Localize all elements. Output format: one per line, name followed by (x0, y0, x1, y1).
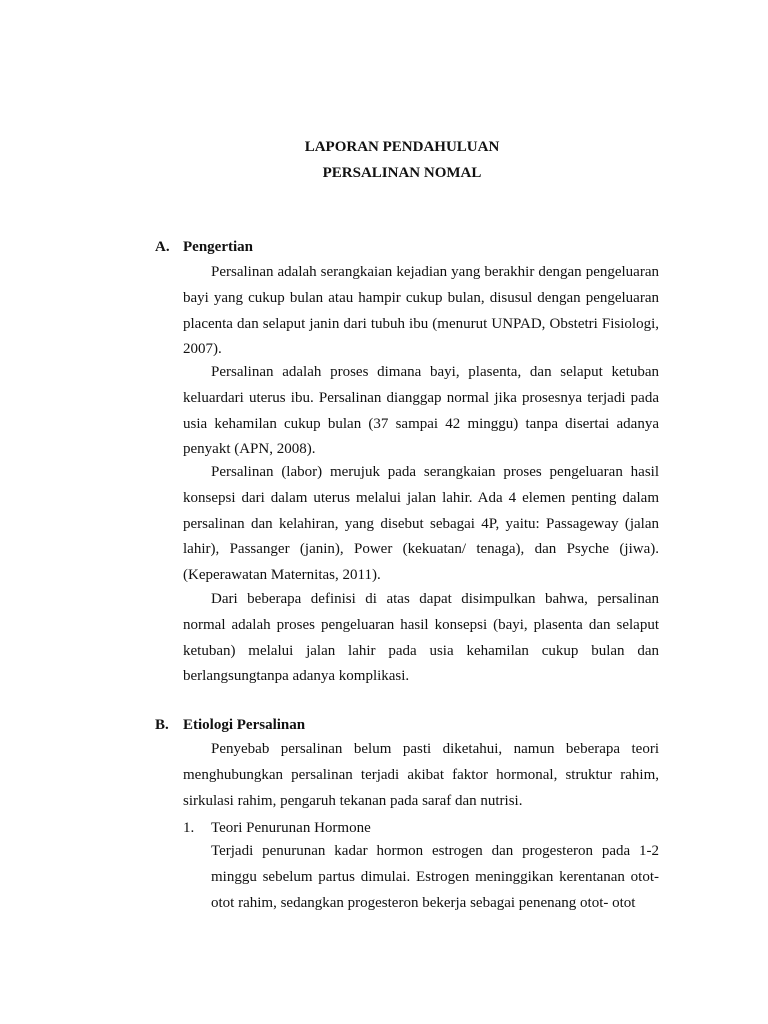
section-title: Pengertian (183, 239, 253, 255)
section-b-heading (155, 716, 305, 734)
paragraph: Persalinan adalah serangkaian kejadian yang berakhir dengan pengeluaran bayi yang cukup bulan atau hampir cukup bulan, disusul dengan pengeluaran placenta dan selaput janin dari tubuh ibu (menurut UNPAD, Obstetri Fisiologi, 2007). (183, 264, 659, 358)
list-number: 1. (183, 820, 195, 836)
paragraph: Persalinan (labor) merujuk pada serangkaian proses pengeluaran hasil konsepsi dari dalam uterus melalui jalan lahir. Ada 4 elemen penting dalam persalinan dan kelahiran, yang disebut sebagai 4P, yaitu: Passageway (jalan lahir), Passanger (janin), Power (kekuatan/ tenaga), dan Psyche (jiwa). (Keperawatan Maternitas, 2011). (183, 464, 659, 584)
paragraph: Dari beberapa definisi di atas dapat disimpulkan bahwa, persalinan normal adalah proses pengeluaran hasil konsepsi (bayi, plasenta dan selaput ketuban) melalui jalan lahir pada usia kehamilan cukup bulan dan berlangsungtanpa adanya komplikasi. (183, 591, 659, 685)
section-a-heading (155, 238, 253, 256)
section-letter: A. (155, 239, 170, 255)
list-item-title: Teori Penurunan Hormone (211, 820, 371, 836)
section-title: Etiologi Persalinan (183, 717, 306, 733)
section-letter: B. (155, 717, 169, 733)
paragraph: Penyebab persalinan belum pasti diketahui, namun beberapa teori menghubungkan persalinan terjadi akibat faktor hormonal, struktur rahim, sirkulasi rahim, pengaruh tekanan pada saraf dan nutrisi. (183, 741, 659, 809)
document-subtitle: PERSALINAN NOMAL (322, 165, 482, 181)
paragraph: Persalinan adalah proses dimana bayi, plasenta, dan selaput ketuban keluardari uterus ibu. Persalinan dianggap normal jika prosesnya terjadi pada usia kehamilan cukup bulan (37 sampai 42 minggu) tanpa disertai adanya penyakt (APN, 2008). (183, 364, 659, 458)
list-item (183, 819, 371, 837)
list-item-text: Terjadi penurunan kadar hormon estrogen dan progesteron pada 1-2 minggu sebelum partus dimulai. Estrogen meninggikan kerentanan otot-otot rahim, sedangkan progesteron bekerja sebagai penenang otot- otot (211, 843, 659, 911)
document-title: LAPORAN PENDAHULUAN (304, 139, 500, 155)
